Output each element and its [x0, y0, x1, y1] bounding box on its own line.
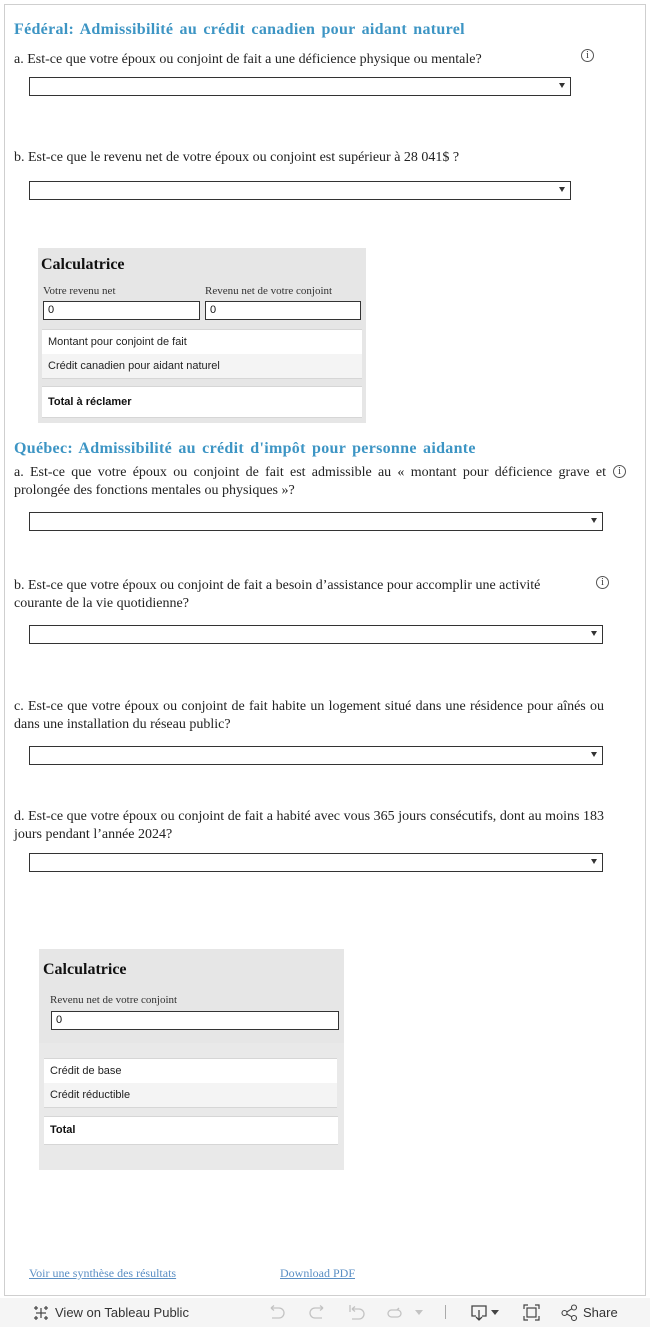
refresh-dropdown-caret-icon[interactable]	[415, 1304, 423, 1321]
info-icon[interactable]: i	[613, 465, 626, 478]
calc-row-common-law-amount: Montant pour conjoint de fait	[48, 336, 187, 348]
calc-total-row: Total à réclamer	[42, 386, 362, 418]
undo-icon[interactable]	[268, 1304, 286, 1321]
spouse-income-input[interactable]: 0	[205, 301, 361, 320]
calc-row-caregiver-credit: Crédit canadien pour aidant naturel	[42, 354, 362, 378]
info-icon[interactable]: i	[596, 576, 609, 589]
quebec-question-c: c. Est-ce que votre époux ou conjoint de fait habite un logement situé dans une résidence pour aînés ou dans une installation du réseau public?	[14, 699, 604, 732]
calc-total-row: Total	[44, 1116, 338, 1145]
chevron-down-icon	[591, 752, 597, 757]
federal-question-a: a. Est-ce que votre époux ou conjoint de fait a une déficience physique ou mentale?	[14, 52, 482, 67]
calc-row-reducible-credit: Crédit réductible	[44, 1083, 337, 1107]
share-button[interactable]: Share	[583, 1305, 618, 1320]
tableau-logo-icon	[33, 1305, 49, 1321]
calculator-title: Calculatrice	[43, 961, 127, 978]
quebec-question-c-dropdown[interactable]	[29, 746, 603, 765]
quebec-section-title: Québec: Admissibilité au crédit d'impôt pour personne aidante	[14, 440, 476, 457]
quebec-question-d-dropdown[interactable]	[29, 853, 603, 872]
download-icon[interactable]	[470, 1304, 488, 1321]
chevron-down-icon	[559, 187, 565, 192]
fullscreen-icon[interactable]	[523, 1304, 540, 1321]
summary-link[interactable]: Voir une synthèse des résultats	[29, 1266, 177, 1280]
quebec-question-a-dropdown[interactable]	[29, 512, 603, 531]
info-icon[interactable]: i	[581, 49, 594, 62]
redo-icon[interactable]	[308, 1304, 326, 1321]
your-income-input[interactable]: 0	[43, 301, 200, 320]
chevron-down-icon	[591, 518, 597, 523]
spouse-income-label: Revenu net de votre conjoint	[205, 285, 333, 297]
federal-question-a-dropdown[interactable]	[29, 77, 571, 96]
federal-calculator	[38, 248, 366, 423]
revert-icon[interactable]	[348, 1304, 366, 1321]
your-income-label: Votre revenu net	[43, 285, 116, 297]
download-dropdown-caret-icon[interactable]	[491, 1304, 499, 1321]
quebec-question-b-dropdown[interactable]	[29, 625, 603, 644]
chevron-down-icon	[591, 859, 597, 864]
share-icon[interactable]	[561, 1304, 578, 1321]
calculator-title: Calculatrice	[41, 256, 125, 273]
download-pdf-link[interactable]: Download PDF	[280, 1266, 356, 1280]
quebec-question-b: b. Est-ce que votre époux ou conjoint de fait a besoin d’assistance pour accomplir une activité courante de la vie quotidienne?	[14, 578, 541, 611]
quebec-question-d: d. Est-ce que votre époux ou conjoint de fait a habité avec vous 365 jours consécutifs, dont au moins 183 jours pendant l’année 2024?	[14, 809, 604, 842]
federal-question-b: b. Est-ce que le revenu net de votre époux ou conjoint est supérieur à 28 041$ ?	[14, 150, 460, 165]
federal-calc-table	[42, 329, 362, 379]
view-on-tableau-button[interactable]: View on Tableau Public	[55, 1305, 189, 1320]
federal-section-title: Fédéral: Admissibilité au crédit canadien pour aidant naturel	[14, 21, 465, 38]
quebec-calc-table	[44, 1058, 337, 1108]
federal-question-b-dropdown[interactable]	[29, 181, 571, 200]
quebec-question-a: a. Est-ce que votre époux ou conjoint de fait est admissible au « montant pour déficience grave et prolongée des fonctions mentales ou physiques »?	[14, 465, 606, 498]
refresh-icon[interactable]	[386, 1304, 404, 1321]
spouse-income-label: Revenu net de votre conjoint	[50, 994, 178, 1006]
calc-row-base-credit: Crédit de base	[50, 1065, 122, 1077]
tableau-toolbar	[0, 1298, 650, 1327]
chevron-down-icon	[591, 631, 597, 636]
quebec-calculator	[39, 949, 344, 1170]
toolbar-divider	[445, 1305, 446, 1319]
spouse-income-input[interactable]: 0	[51, 1011, 339, 1030]
chevron-down-icon	[559, 83, 565, 88]
